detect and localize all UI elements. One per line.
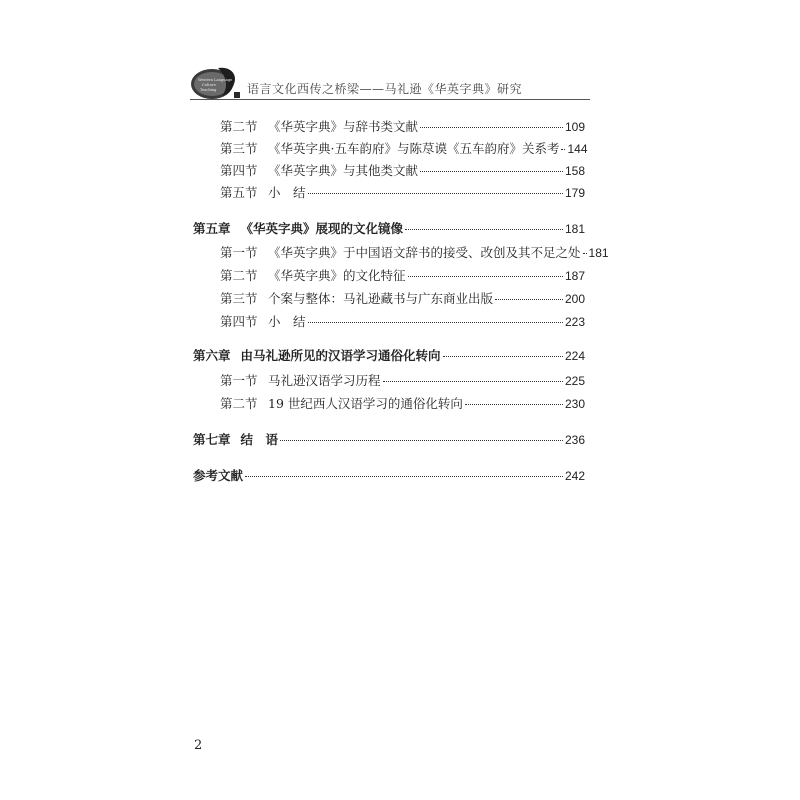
toc-section-entry[interactable] bbox=[220, 141, 588, 157]
toc-page-number: 158 bbox=[564, 164, 585, 178]
toc-entry-number: 第七章 bbox=[193, 432, 231, 447]
toc-section-entry[interactable] bbox=[220, 291, 585, 307]
toc-chapter-entry[interactable] bbox=[193, 348, 585, 364]
toc-page-number: 223 bbox=[564, 315, 585, 329]
toc-entry-title: 《华英字典》展现的文化镜像 bbox=[240, 221, 404, 236]
svg-text:Teaching: Teaching bbox=[200, 88, 217, 92]
toc-entry-number: 第一节 bbox=[220, 373, 258, 388]
toc-page-number: 109 bbox=[564, 120, 585, 134]
toc-entry-title: 小 结 bbox=[268, 185, 306, 200]
toc-page-number: 200 bbox=[564, 292, 585, 306]
toc-dot-leader bbox=[308, 193, 563, 194]
toc-dot-leader bbox=[583, 253, 587, 254]
toc-entry-title: 结 语 bbox=[240, 432, 279, 447]
toc-entry-title: 《华英字典》与辞书类文献 bbox=[268, 119, 419, 134]
toc-page-number: 181 bbox=[564, 222, 585, 236]
toc-dot-leader bbox=[420, 127, 563, 128]
page-number: 2 bbox=[194, 738, 203, 753]
toc-section-entry[interactable] bbox=[220, 314, 585, 330]
toc-entry-number: 第五章 bbox=[193, 221, 231, 236]
toc-entry-number: 第二节 bbox=[220, 119, 258, 134]
toc-entry-number: 第三节 bbox=[220, 141, 258, 156]
toc-entry-title: 马礼逊汉语学习历程 bbox=[268, 373, 381, 388]
running-header-title: 语言文化西传之桥梁——马礼逊《华英字典》研究 bbox=[247, 82, 523, 96]
toc-entry-title: 参考文献 bbox=[193, 468, 244, 483]
toc-entry-title: 《华英字典·五车韵府》与陈荩谟《五车韵府》关系考 bbox=[268, 141, 560, 156]
toc-dot-leader bbox=[280, 440, 563, 441]
toc-section-entry[interactable] bbox=[220, 119, 585, 135]
toc-chapter-entry[interactable] bbox=[193, 221, 585, 237]
toc-section-entry[interactable] bbox=[220, 185, 585, 201]
toc-dot-leader bbox=[561, 149, 565, 150]
toc-entry-number: 第五节 bbox=[220, 185, 258, 200]
toc-dot-leader bbox=[308, 322, 563, 323]
toc-page-number: 242 bbox=[564, 469, 585, 483]
toc-page-number: 179 bbox=[564, 186, 585, 200]
toc-entry-title: 由马礼逊所见的汉语学习通俗化转向 bbox=[240, 348, 441, 363]
toc-page-number: 224 bbox=[564, 349, 585, 363]
toc-entry-number: 第四节 bbox=[220, 163, 258, 178]
toc-dot-leader bbox=[405, 229, 563, 230]
toc-entry-number: 第四节 bbox=[220, 314, 258, 329]
toc-chapter-entry[interactable] bbox=[193, 432, 585, 448]
toc-section-entry[interactable] bbox=[220, 245, 609, 261]
toc-section-entry[interactable] bbox=[220, 268, 585, 284]
toc-section-entry[interactable] bbox=[220, 163, 585, 179]
toc-dot-leader bbox=[465, 404, 563, 405]
toc-page-number: 187 bbox=[564, 269, 585, 283]
toc-dot-leader bbox=[495, 299, 563, 300]
toc-page-number: 225 bbox=[564, 374, 585, 388]
toc-entry-title: 《华英字典》于中国语文辞书的接受、改创及其不足之处 bbox=[268, 245, 581, 260]
toc-dot-leader bbox=[408, 276, 563, 277]
toc-chapter-entry[interactable] bbox=[193, 468, 585, 484]
toc-page-number: 144 bbox=[567, 142, 588, 156]
svg-text:Culture: Culture bbox=[202, 83, 216, 87]
toc-entry-title: 个案与整体：马礼逊藏书与广东商业出版 bbox=[268, 291, 494, 306]
svg-text:Western Language: Western Language bbox=[198, 78, 233, 82]
toc-entry-number: 第二节 bbox=[220, 396, 258, 411]
toc-page-number: 236 bbox=[564, 433, 585, 447]
toc-entry-title: 《华英字典》与其他类文献 bbox=[268, 163, 419, 178]
toc-entry-number: 第二节 bbox=[220, 268, 258, 283]
toc-entry-title: 《华英字典》的文化特征 bbox=[268, 268, 406, 283]
toc-entry-number: 第三节 bbox=[220, 291, 258, 306]
toc-entry-title: 19 世纪西人汉语学习的通俗化转向 bbox=[268, 396, 463, 411]
toc-dot-leader bbox=[443, 356, 563, 357]
toc-dot-leader bbox=[420, 171, 563, 172]
toc-section-entry[interactable] bbox=[220, 396, 585, 412]
toc-page-number: 230 bbox=[564, 397, 585, 411]
toc-entry-title: 小 结 bbox=[268, 314, 306, 329]
toc-dot-leader bbox=[383, 381, 563, 382]
toc-entry-number: 第六章 bbox=[193, 348, 231, 363]
toc-section-entry[interactable] bbox=[220, 373, 585, 389]
toc-dot-leader bbox=[245, 476, 563, 477]
toc-entry-number: 第一节 bbox=[220, 245, 258, 260]
toc-page-number: 181 bbox=[588, 246, 609, 260]
